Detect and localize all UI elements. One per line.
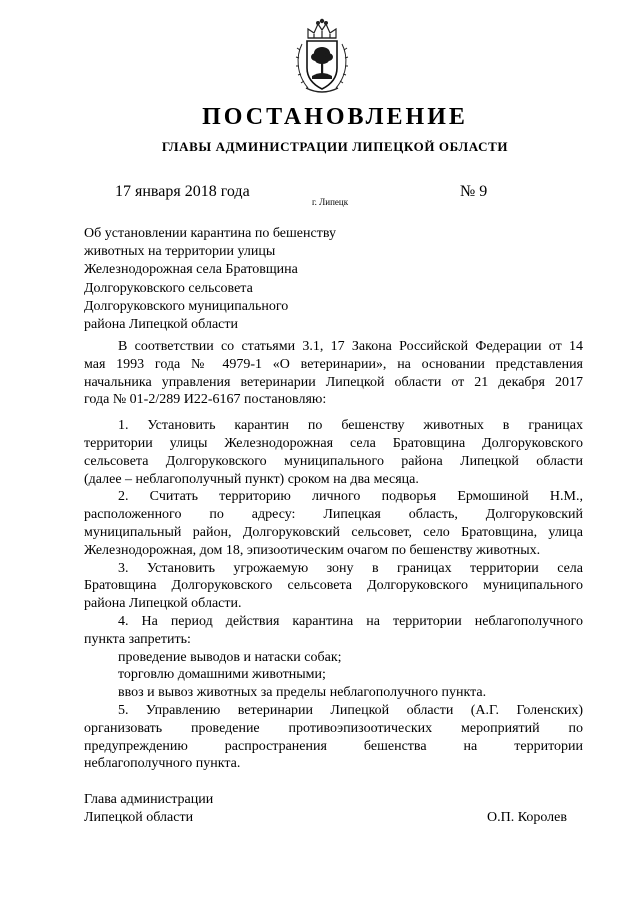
body-line: Железнодорожная, дом 18, эпизоотическим очагом по бешенству животных. <box>84 542 541 558</box>
body-line: предупреждению распространения бешенства на территории <box>84 738 583 754</box>
heading-line: Железнодорожная села Братовщина <box>84 262 298 278</box>
document-title: ПОСТАНОВЛЕНИЕ <box>202 104 468 130</box>
heading-line: Долгоруковского сельсовета <box>84 280 253 296</box>
body-line: В соответствии со статьями 3.1, 17 Закона Российской Федерации от 14 <box>118 339 583 354</box>
list-item: проведение выводов и натаски собак; <box>118 649 342 665</box>
body-line: неблагополучного пункта. <box>84 756 241 772</box>
body-line: начальника управления ветеринарии Липецкой области от 21 декабря 2017 <box>84 374 583 390</box>
heading-line: животных на территории улицы <box>84 244 276 260</box>
body-line: 4. На период действия карантина на территории неблагополучного <box>118 613 583 629</box>
heading-line: района Липецкой области <box>84 317 238 333</box>
body-line: пункта запретить: <box>84 631 191 647</box>
body-line: расположенного по адресу: Липецкая область, Долгоруковский <box>84 507 583 523</box>
body-line: муниципальный район, Долгоруковский сельсовет, село Братовщина, улица <box>84 524 583 540</box>
document-subtitle: ГЛАВЫ АДМИНИСТРАЦИИ ЛИПЕЦКОЙ ОБЛАСТИ <box>161 139 509 154</box>
document-body <box>84 338 583 773</box>
body-line: 1. Установить карантин по бешенству животных в границах <box>118 418 583 434</box>
body-line: сельсовета Долгоруковского муниципального района Липецкой области <box>84 453 583 469</box>
signature-position: Липецкой области <box>84 810 194 825</box>
body-line: 5. Управлению ветеринарии Липецкой области (А.Г. Голенских) <box>118 702 583 718</box>
signature-name: О.П. Королев <box>487 810 567 825</box>
signature-position: Глава администрации <box>84 792 214 807</box>
body-line: (далее – неблагополучный пункт) сроком на два месяца. <box>84 471 419 487</box>
signature-block <box>84 791 584 827</box>
body-line: организовать проведение противоэпизоотических мероприятий по <box>84 720 583 736</box>
coat-of-arms-icon <box>294 18 350 96</box>
body-line: 3. Установить угрожаемую зону в границах территории села <box>118 560 583 576</box>
document-number: № 9 <box>460 183 488 200</box>
heading-line: Долгоруковского муниципального <box>84 298 289 314</box>
body-line: мая 1993 года № 4979-1 «О ветеринарии», на основании представления <box>84 356 583 372</box>
document-place: г. Липецк <box>312 197 349 207</box>
body-line: года № 01-2/289 И22-6167 постановляю: <box>84 392 327 408</box>
document-heading <box>84 225 404 334</box>
document-date: 17 января 2018 года <box>115 183 250 200</box>
body-line: Братовщина Долгоруковского сельсовета Долгоруковского муниципального <box>84 578 583 594</box>
body-line: 2. Считать территорию личного подворья Ермошиной Н.М., <box>118 489 583 505</box>
body-line: территории улицы Железнодорожная села Братовщина Долгоруковского <box>84 435 583 451</box>
body-line: района Липецкой области. <box>84 596 242 612</box>
list-item: торговлю домашними животными; <box>118 667 326 683</box>
list-item: ввоз и вывоз животных за пределы неблагополучного пункта. <box>118 685 487 701</box>
heading-line: Об установлении карантина по бешенству <box>84 226 336 241</box>
